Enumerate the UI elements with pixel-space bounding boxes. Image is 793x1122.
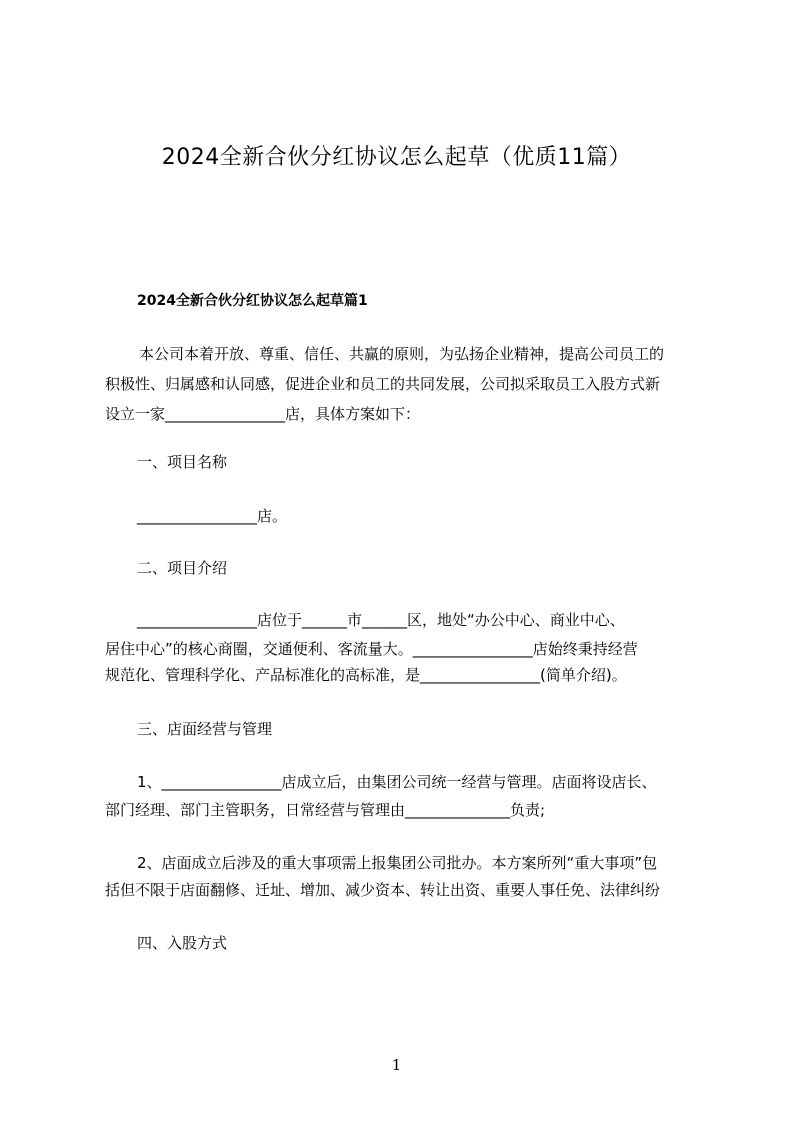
project-intro-line-2: 居住中心”的核心商圈，交通便利、客流量大。________________店始终秉持经营 (105, 640, 638, 658)
heading-share-method: 四、入股方式 (137, 934, 228, 952)
project-name-blank: ________________店。 (137, 507, 288, 525)
item-2-line-1: 2、店面成立后涉及的重大事项需上报集团公司批办。本方案所列“重大事项”包 (137, 854, 658, 872)
page-number: 1 (391, 1056, 402, 1074)
project-intro-line-1: ________________店位于______市______区，地处“办公中心、商业中心、 (137, 611, 625, 629)
item-1-line-2: 部门经理、部门主管职务，日常经营与管理由______________负责; (105, 801, 546, 819)
intro-line-1: 本公司本着开放、尊重、信任、共赢的原则，为弘扬企业精神，提高公司员工的 (139, 345, 665, 363)
document-title: 2024全新合伙分红协议怎么起草（优质11篇） (161, 145, 632, 170)
heading-project-intro: 二、项目介绍 (137, 559, 228, 577)
section-heading: 2024全新合伙分红协议怎么起草篇1 (137, 293, 368, 309)
heading-store-management: 三、店面经营与管理 (137, 720, 273, 738)
item-2-line-2: 括但不限于店面翻修、迁址、增加、减少资本、转让出资、重要人事任免、法律纠纷 (105, 881, 661, 899)
intro-line-2: 积极性、归属感和认同感，促进企业和员工的共同发展，公司拟采取员工入股方式新 (105, 375, 661, 393)
project-intro-line-3: 规范化、管理科学化、产品标准化的高标准，是________________(简单介绍)。 (105, 666, 627, 684)
intro-line-3: 设立一家________________店，具体方案如下： (105, 405, 421, 423)
item-1-line-1: 1、________________店成立后，由集团公司统一经营与管理。店面将设店长、 (137, 773, 657, 791)
heading-project-name: 一、项目名称 (137, 453, 228, 471)
